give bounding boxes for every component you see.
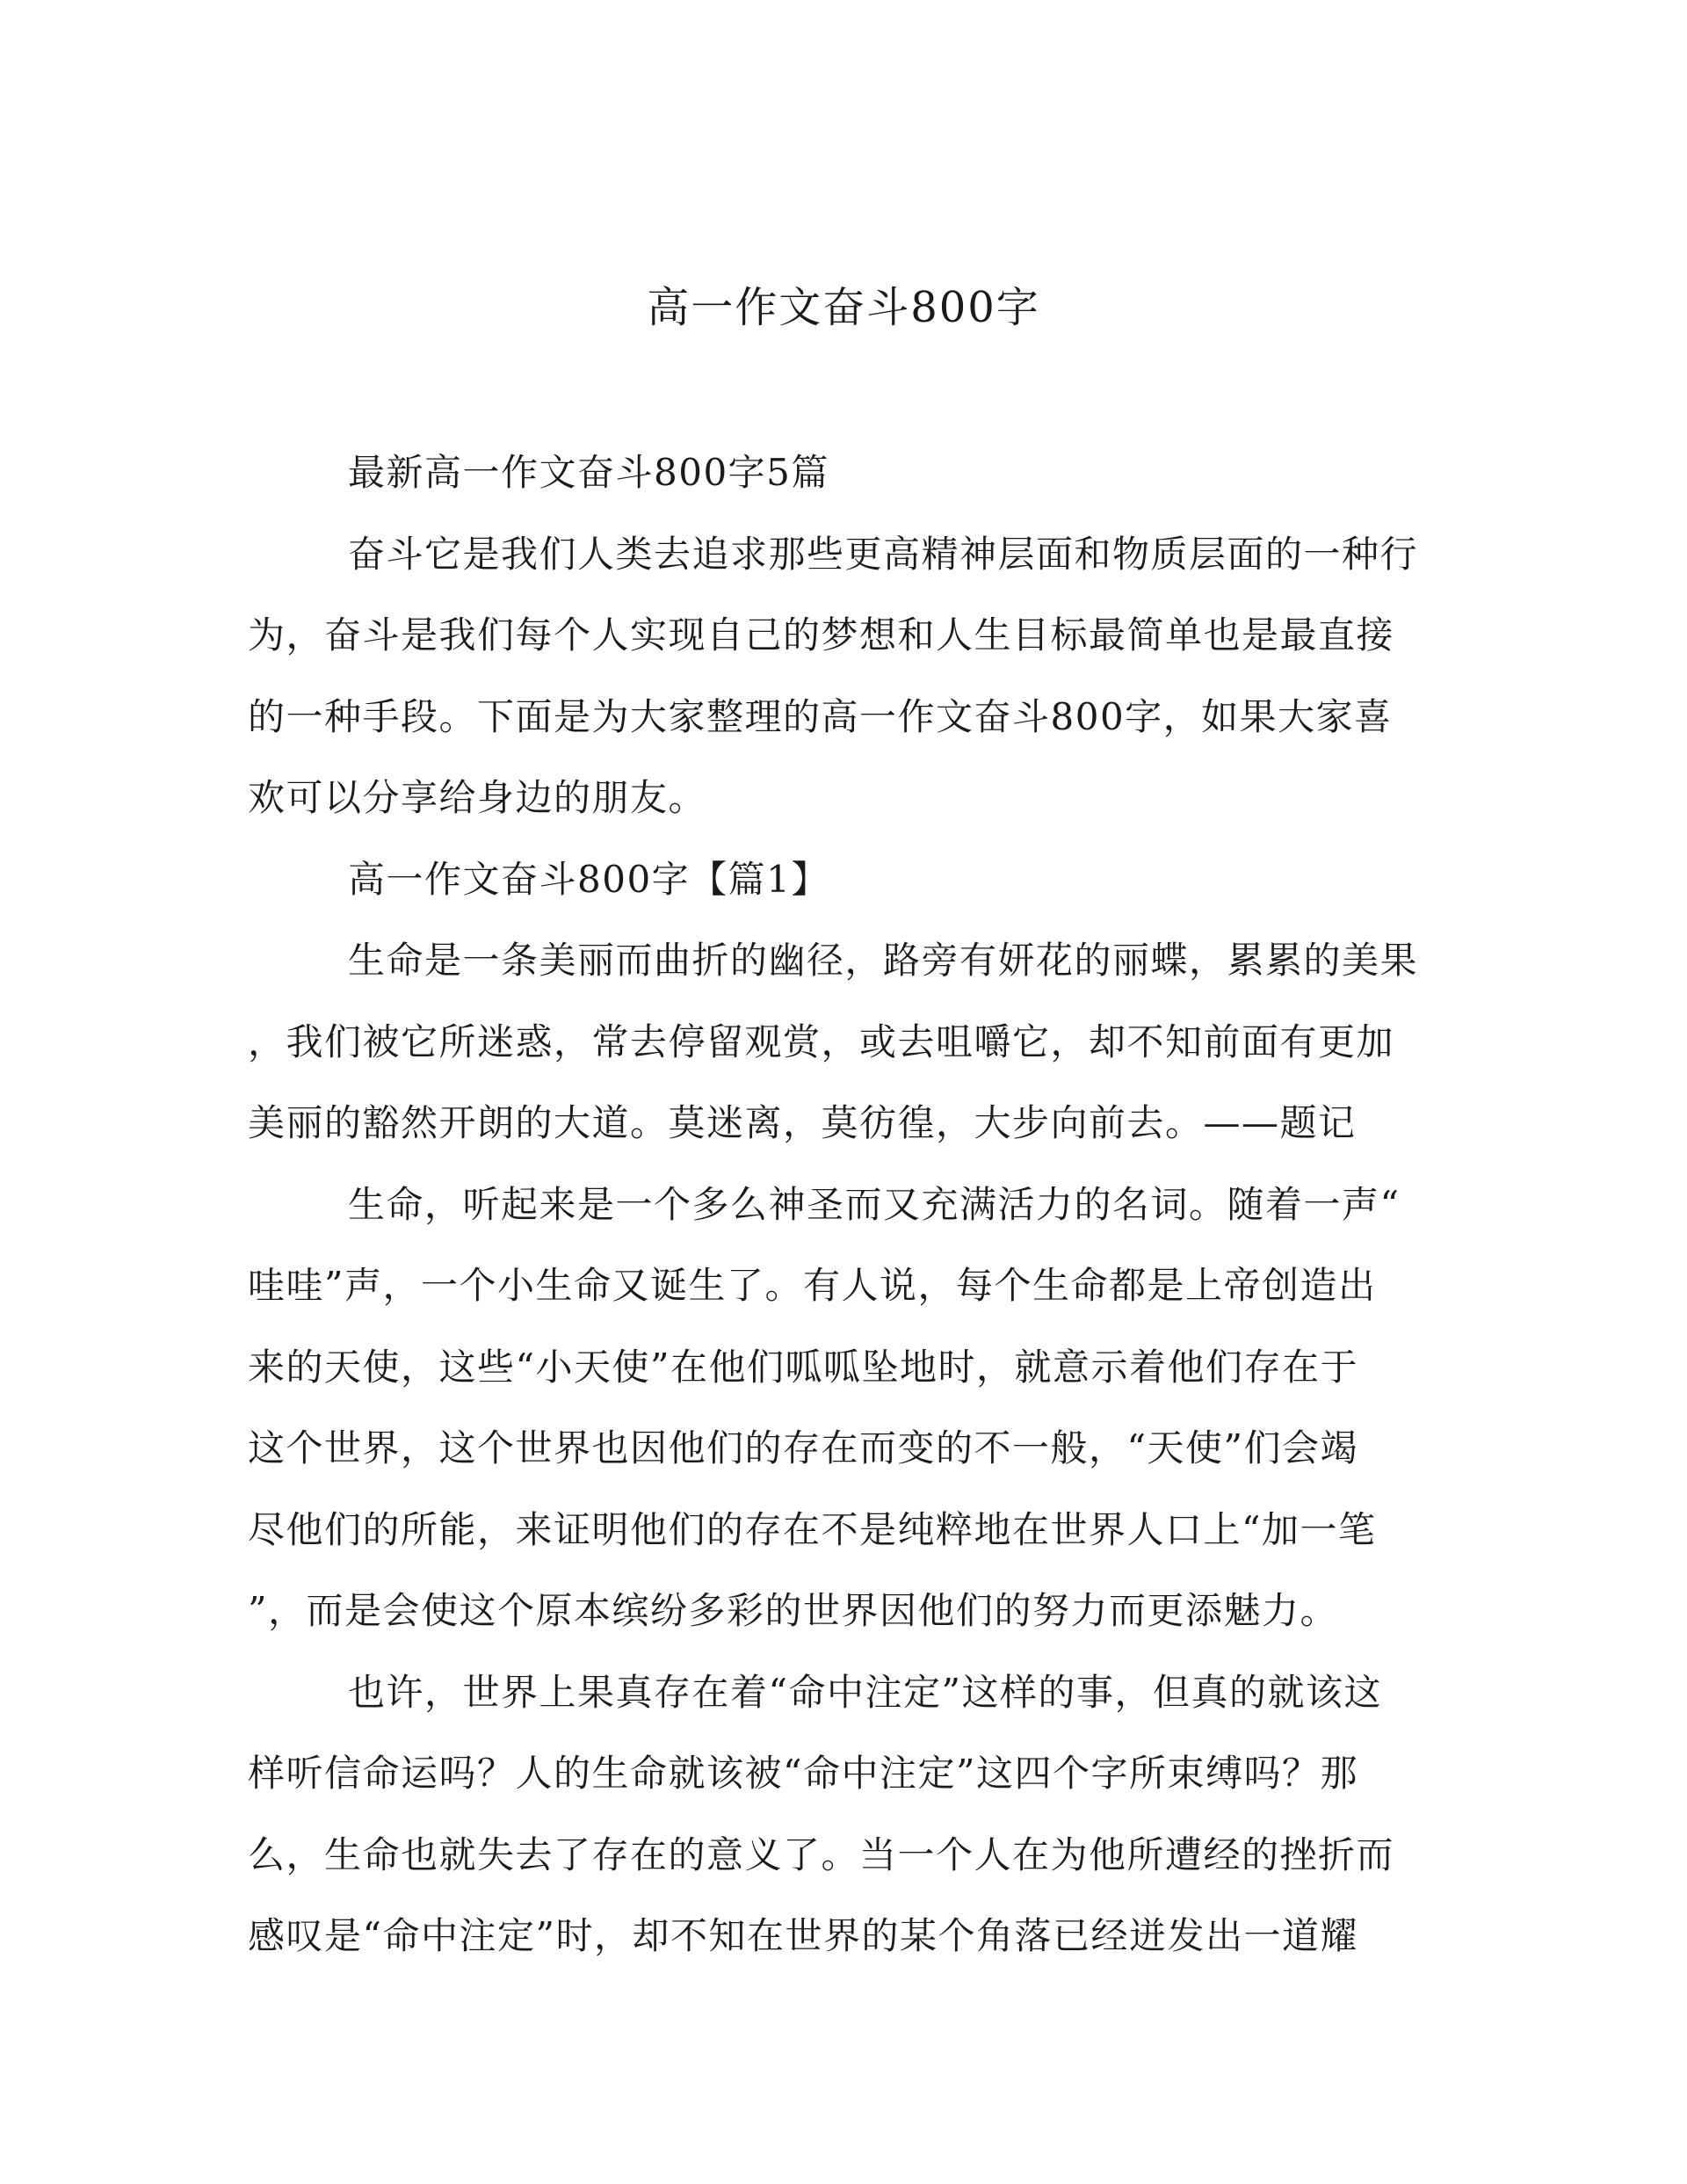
- text-line: 生命是一条美丽而曲折的幽径，路旁有妍花的丽蝶，累累的美果: [348, 939, 1419, 982]
- text-line: 欢可以分享给身边的朋友。: [248, 776, 707, 819]
- text-line: 为，奋斗是我们每个人实现自己的梦想和人生目标最简单也是最直接: [248, 613, 1395, 657]
- text-line: 尽他们的所能，来证明他们的存在不是纯粹地在世界人口上“加一笔: [248, 1507, 1377, 1551]
- text-line: 哇哇”声，一个小生命又诞生了。有人说，每个生命都是上帝创造出: [248, 1264, 1377, 1307]
- text-line: 奋斗它是我们人类去追求那些更高精神层面和物质层面的一种行: [348, 532, 1419, 576]
- text-line: ，我们被它所迷惑，常去停留观赏，或去咀嚼它，却不知前面有更加: [248, 1019, 1395, 1063]
- text-line: ”，而是会使这个原本缤纷多彩的世界因他们的努力而更添魅力。: [248, 1589, 1338, 1632]
- text-line: 也许，世界上果真存在着“命中注定”这样的事，但真的就该这: [348, 1670, 1382, 1714]
- text-line: 来的天使，这些“小天使”在他们呱呱坠地时，就意示着他们存在于: [248, 1345, 1358, 1389]
- text-line: 样听信命运吗？人的生命就该被“命中注定”这四个字所束缚吗？那: [248, 1752, 1358, 1795]
- text-line: 美丽的豁然开朗的大道。莫迷离，莫彷徨，大步向前去。——题记: [248, 1101, 1357, 1144]
- text-line: 感叹是“命中注定”时，却不知在世界的某个角落已经迸发出一道耀: [248, 1914, 1358, 1957]
- text-line: 生命，听起来是一个多么神圣而又充满活力的名词。随着一声“: [348, 1182, 1401, 1226]
- text-line: 最新高一作文奋斗800字5篇: [348, 451, 829, 494]
- text-line: 这个世界，这个世界也因他们的存在而变的不一般，“天使”们会竭: [248, 1426, 1358, 1469]
- document-body: [248, 432, 1425, 1977]
- document-title: 高一作文奋斗800字: [647, 283, 1040, 332]
- text-line: 的一种手段。下面是为大家整理的高一作文奋斗800字，如果大家喜: [248, 694, 1393, 738]
- text-line: 么，生命也就失去了存在的意义了。当一个人在为他所遭经的挫折而: [248, 1832, 1395, 1876]
- text-line: 高一作文奋斗800字【篇1】: [348, 857, 829, 901]
